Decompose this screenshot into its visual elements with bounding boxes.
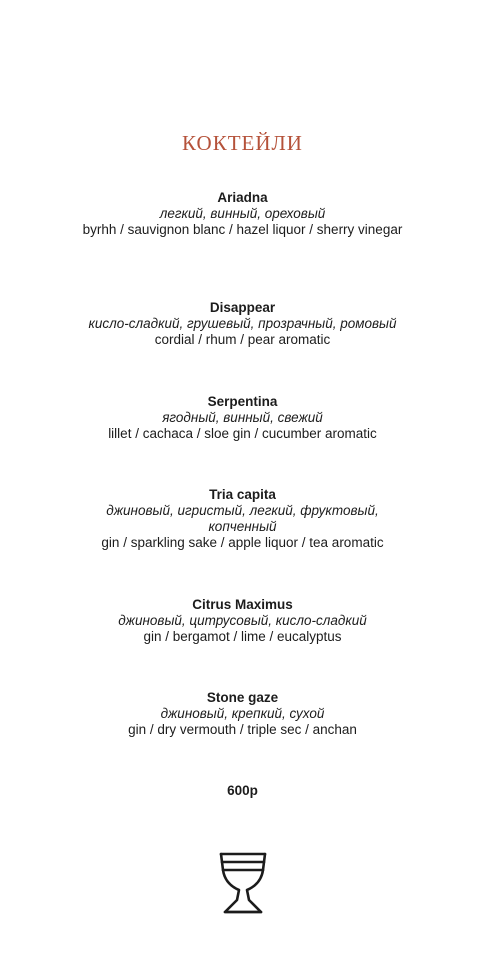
- cocktail-item-stone-gaze: [0, 690, 485, 738]
- cocktail-item-serpentina: [0, 394, 485, 442]
- cocktail-ingredients: gin / sparkling sake / apple liquor / tea aromatic: [101, 535, 384, 550]
- cocktail-description: джиновый, цитрусовый, кисло-сладкий: [118, 613, 367, 628]
- price-label: 600р: [227, 783, 258, 798]
- cocktail-name: Serpentina: [207, 394, 278, 409]
- cocktail-ingredients: cordial / rhum / pear aromatic: [154, 332, 331, 347]
- cocktail-item-disappear: [0, 300, 485, 348]
- cocktail-description: джиновый, крепкий, сухой: [160, 706, 325, 721]
- cocktail-description: ягодный, винный, свежий: [162, 410, 323, 425]
- cocktail-description: кисло-сладкий, грушевый, прозрачный, ромовый: [88, 316, 397, 331]
- cocktail-ingredients: lillet / cachaca / sloe gin / cucumber aromatic: [108, 426, 377, 441]
- cocktail-ingredients: gin / dry vermouth / triple sec / anchan: [128, 722, 357, 737]
- cocktail-glass-icon: [215, 850, 271, 916]
- cocktail-description: джиновый, игристый, легкий, фруктовый, копченный: [106, 503, 379, 534]
- menu-title: КОКТЕЙЛИ: [182, 131, 303, 155]
- cocktail-ingredients: gin / bergamot / lime / eucalyptus: [143, 629, 342, 644]
- cocktail-description: легкий, винный, ореховый: [159, 206, 326, 221]
- cocktail-ingredients: byrhh / sauvignon blanc / hazel liquor / sherry vinegar: [82, 222, 403, 237]
- cocktail-name: Disappear: [209, 300, 276, 315]
- cocktail-name: Stone gaze: [206, 690, 279, 705]
- cocktail-name: Tria capita: [209, 487, 276, 502]
- cocktail-name: Citrus Maximus: [192, 597, 293, 612]
- cocktail-item-citrus-maximus: [0, 597, 485, 645]
- cocktail-item-tria-capita: [0, 487, 485, 551]
- cocktail-item-ariadna: [0, 190, 485, 238]
- cocktail-name: Ariadna: [217, 190, 268, 205]
